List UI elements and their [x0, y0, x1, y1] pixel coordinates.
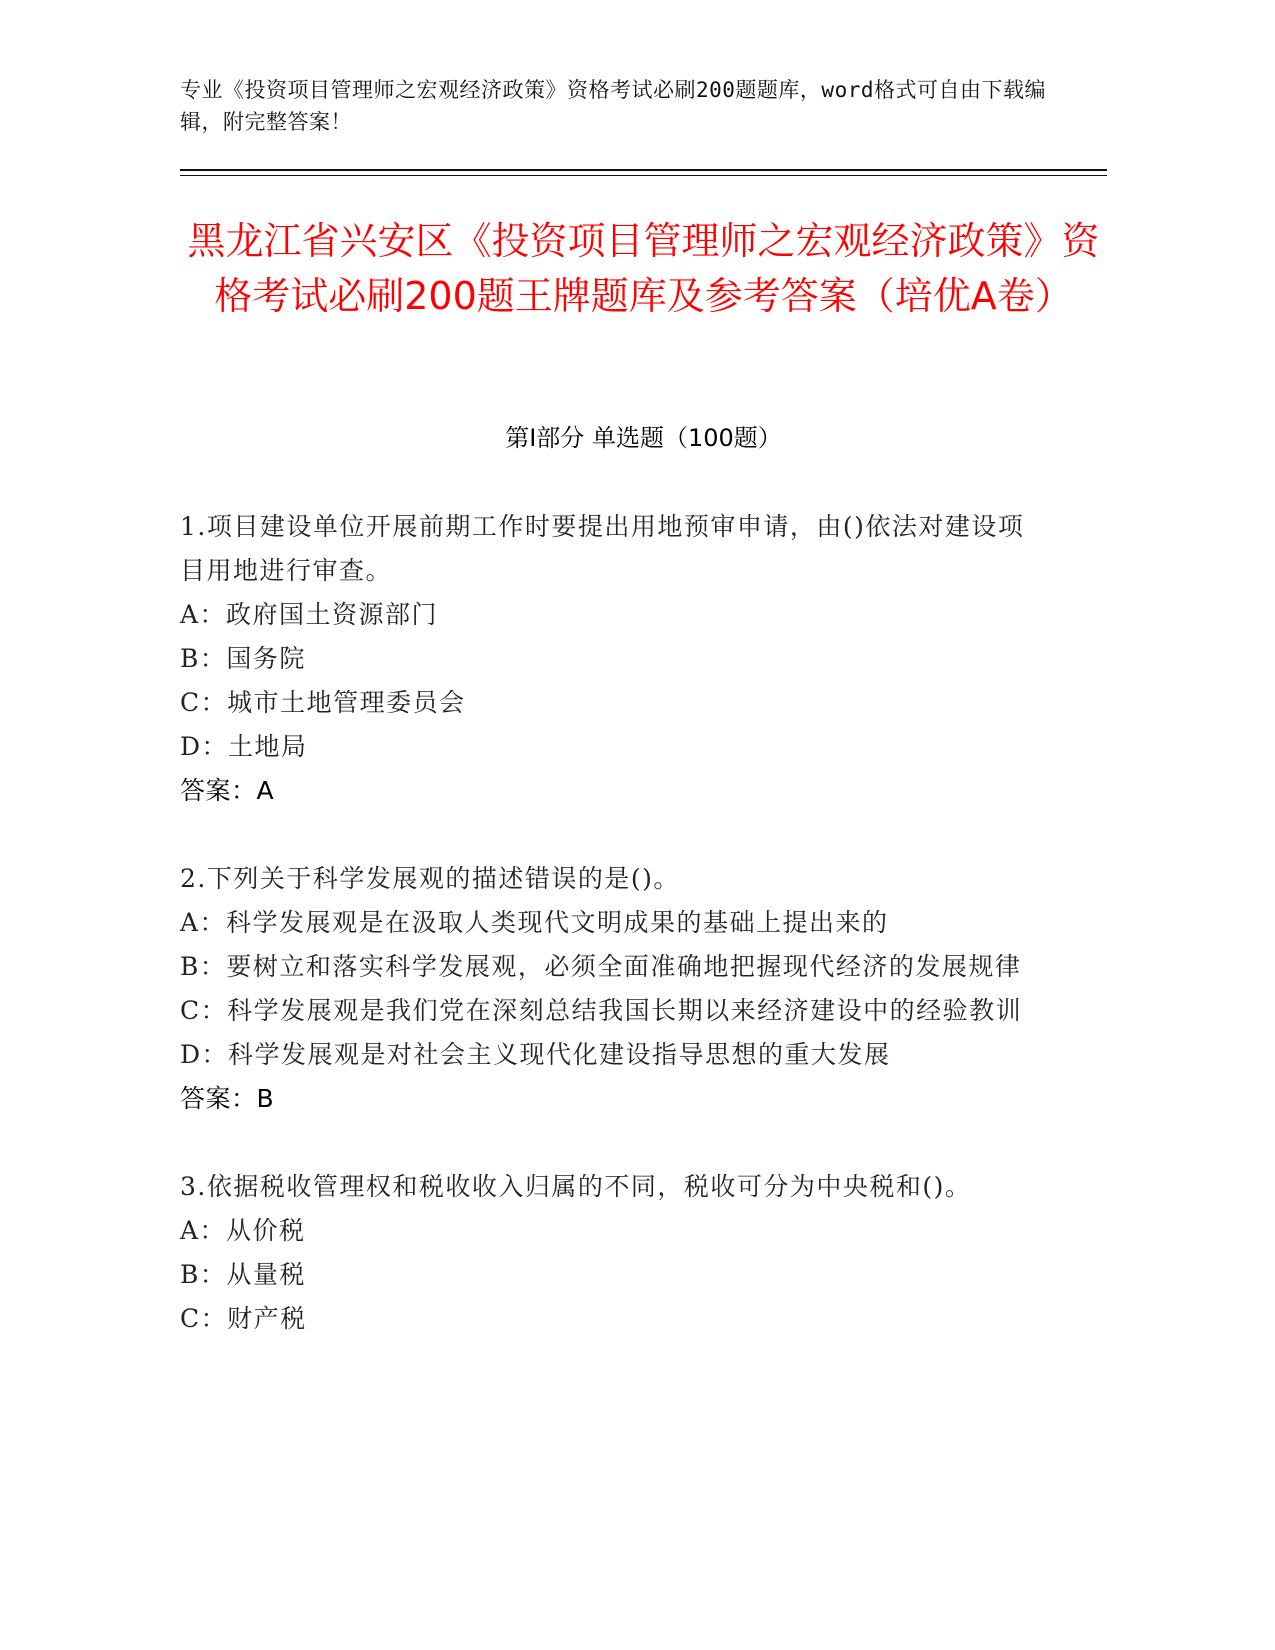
- option-c: C：科学发展观是我们党在深刻总结我国长期以来经济建设中的经验教训: [180, 996, 1023, 1025]
- question-stem: 2.下列关于科学发展观的描述错误的是()。: [180, 864, 680, 893]
- document-title: 黑龙江省兴安区《投资项目管理师之宏观经济政策》资格考试必刷200题王牌题库及参考答案（培优A卷）: [187, 219, 1100, 318]
- header-divider-thick: [180, 169, 1107, 171]
- header-divider-thin: [180, 175, 1107, 176]
- option-b: B：要树立和落实科学发展观，必须全面准确地把握现代经济的发展规律: [180, 952, 1022, 981]
- option-d: D：科学发展观是对社会主义现代化建设指导思想的重大发展: [180, 1040, 891, 1069]
- question-list: [180, 505, 1050, 1385]
- answer: 答案：A: [180, 776, 275, 805]
- section-title: 第I部分 单选题（100题）: [505, 424, 782, 452]
- option-b: B：从量税: [180, 1260, 306, 1289]
- option-a: A：科学发展观是在汲取人类现代文明成果的基础上提出来的: [180, 908, 889, 937]
- option-b: B：国务院: [180, 644, 306, 673]
- option-d: D：土地局: [180, 732, 308, 761]
- option-c: C：城市土地管理委员会: [180, 688, 466, 717]
- question-1: [180, 505, 1050, 813]
- question-stem: 3.依据税收管理权和税收收入归属的不同，税收可分为中央税和()。: [180, 1172, 972, 1201]
- header-note: 专业《投资项目管理师之宏观经济政策》资格考试必刷200题题库，word格式可自由下载编辑，附完整答案！: [180, 78, 1046, 134]
- question-3: [180, 1165, 1050, 1341]
- answer: 答案：B: [180, 1084, 275, 1113]
- option-a: A：从价税: [180, 1216, 306, 1245]
- option-a: A：政府国土资源部门: [180, 600, 439, 629]
- question-2: [180, 857, 1050, 1121]
- option-c: C：财产税: [180, 1304, 307, 1333]
- question-stem: 1.项目建设单位开展前期工作时要提出用地预审申请，由()依法对建设项目用地进行审查。: [180, 512, 1025, 585]
